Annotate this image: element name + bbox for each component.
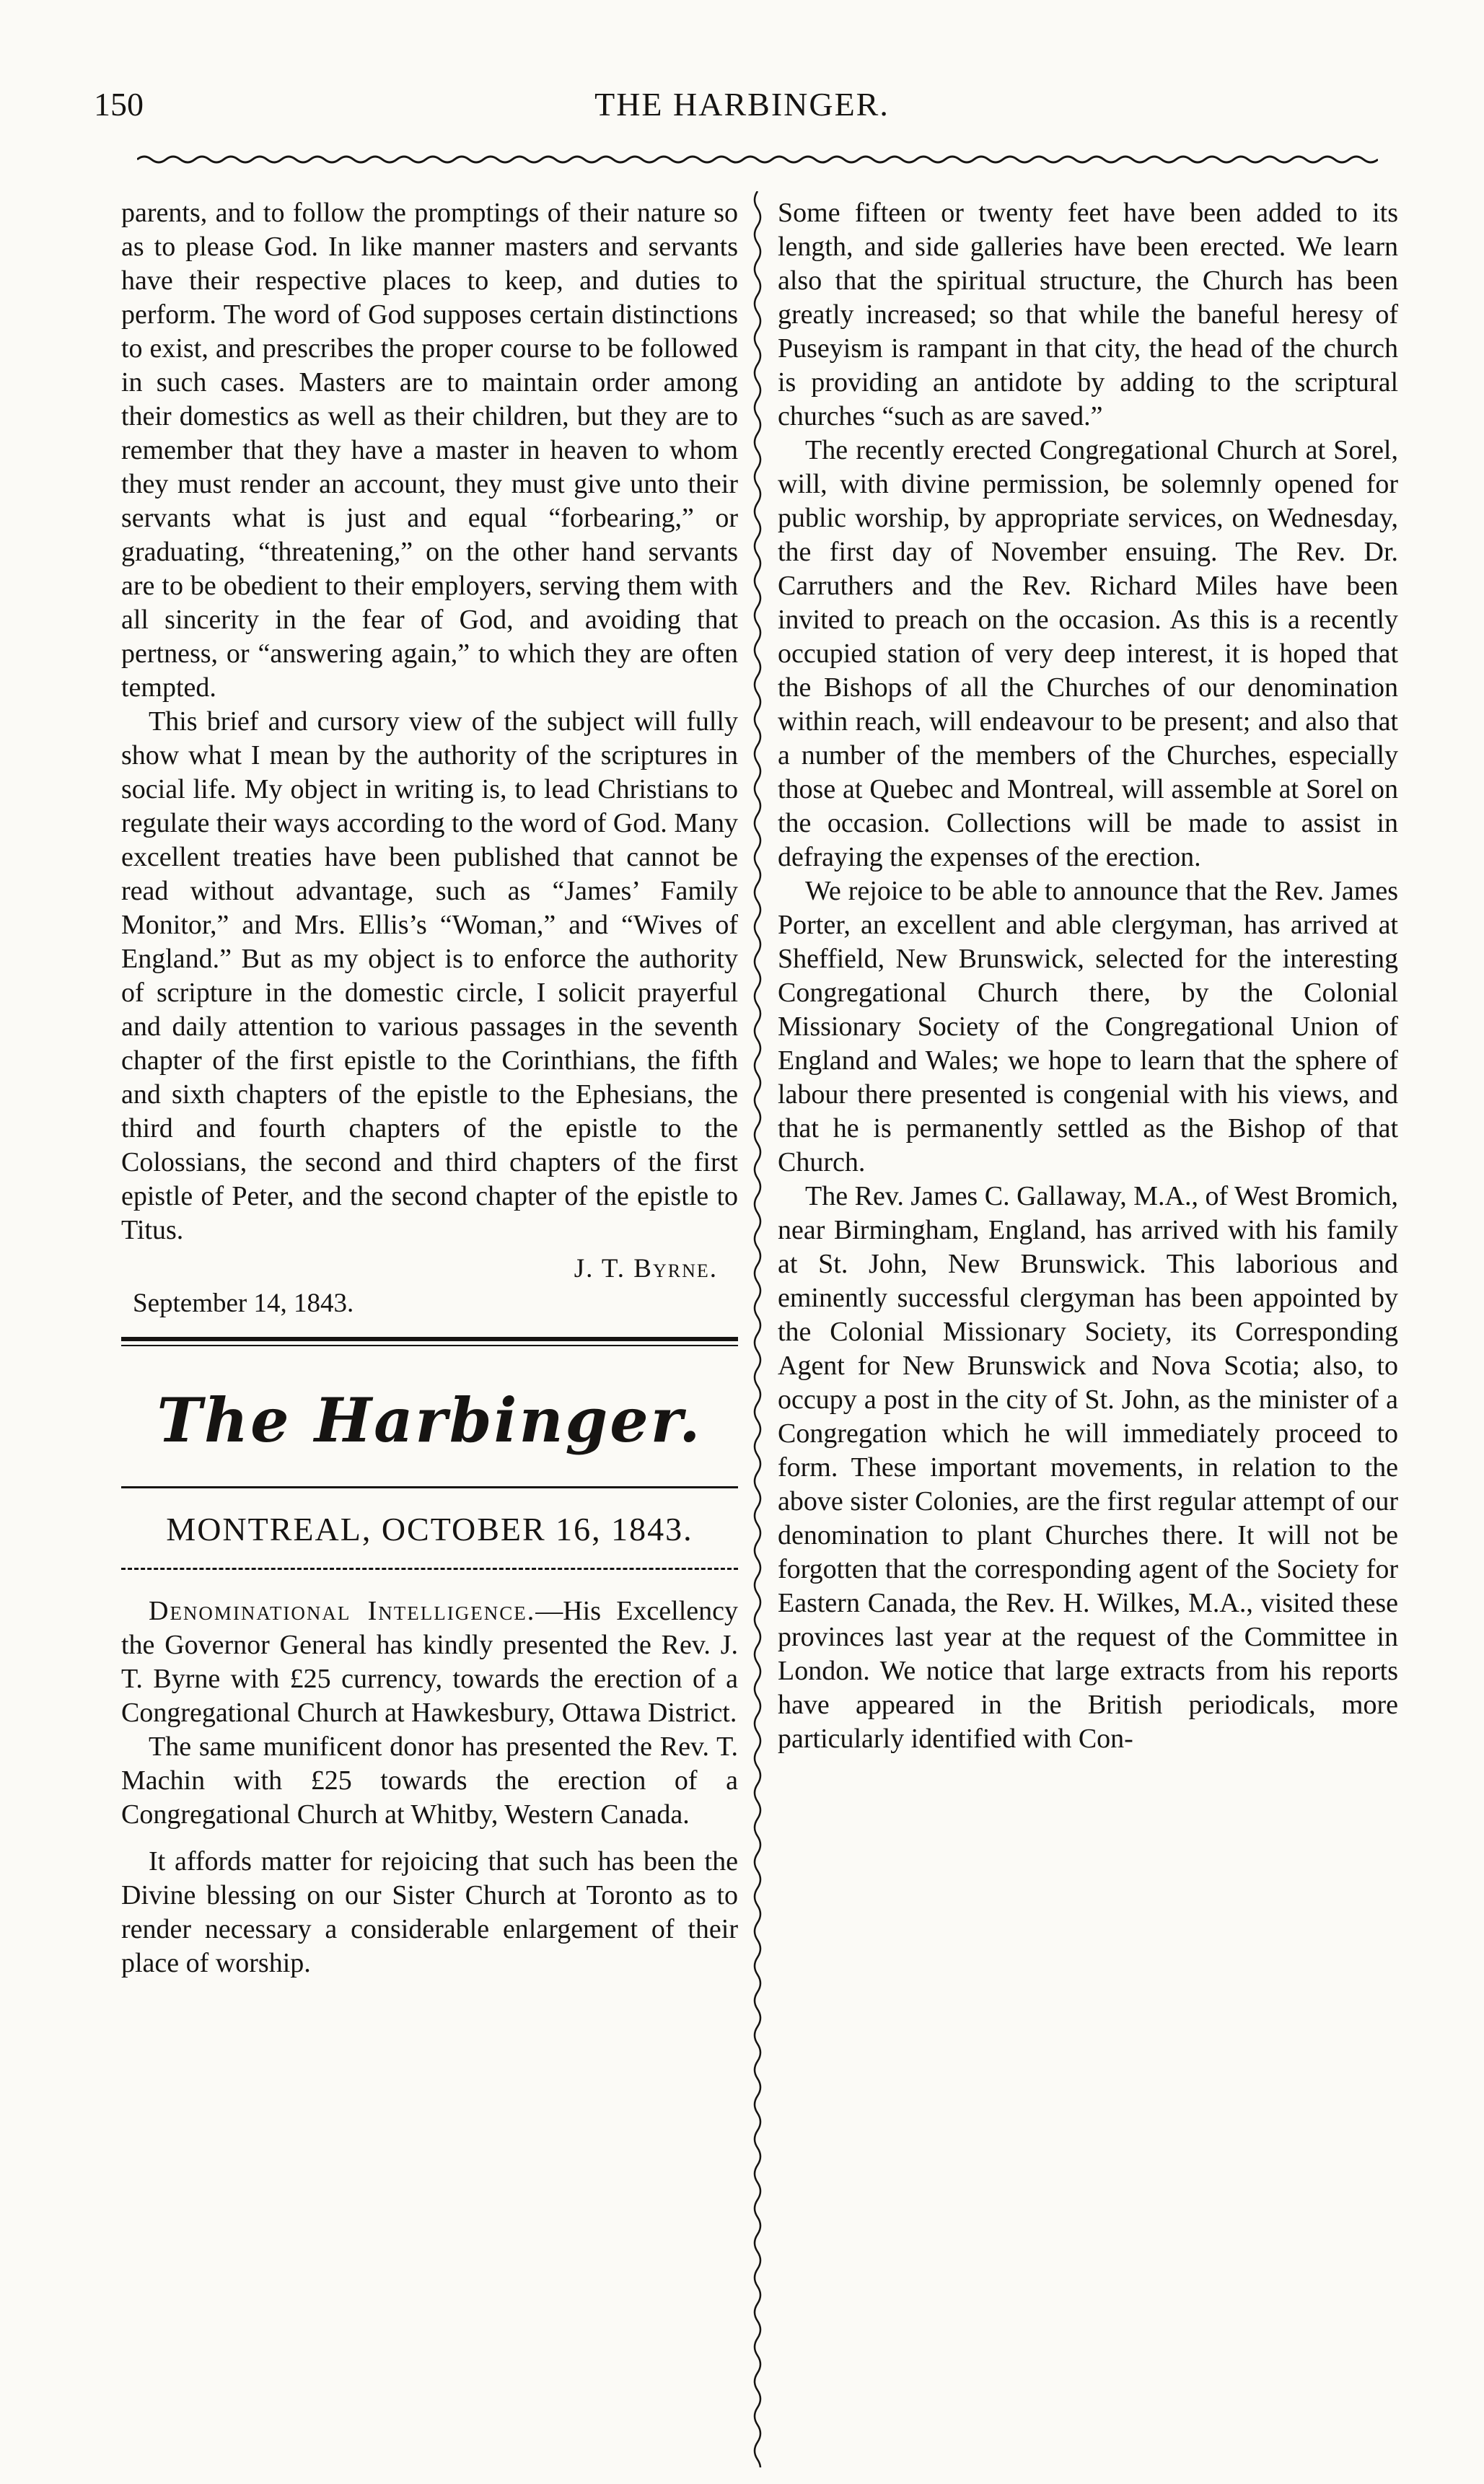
signature-block xyxy=(121,1253,738,1333)
right-column xyxy=(778,196,1398,1756)
dashed-rule xyxy=(121,1568,738,1570)
running-title: THE HARBINGER. xyxy=(594,86,890,123)
left-paragraph xyxy=(121,1594,738,1730)
double-rule xyxy=(121,1337,738,1346)
masthead-title: The Harbinger. xyxy=(157,1384,703,1456)
section-lead: Denominational Intelligence. xyxy=(149,1596,536,1626)
right-paragraph: The recently erected Congregational Church at Sorel, will, with divine permission, be solemnly opened for public worship, by appropriate services, on Wednesday, the first day of November ensuing. The Rev. Dr. Carruthers and the Rev. Richard Miles have been invited to preach on the occasion. As this is a recently occupied station of very deep interest, it is hoped that the Bishops of all the Churches of our denomination within reach, will endeavour to be present; and also that a number of the members of the Churches, especially those at Quebec and Montreal, will assemble at Sorel on the occasion. Collections will be made to assist in defraying the expenses of the erection. xyxy=(778,435,1398,872)
left-paragraph: It affords matter for rejoicing that such has been the Divine blessing on our Sister Church at Toronto as to render necessary a considerable enlargement of their place of worship. xyxy=(121,1846,738,1978)
page-number: 150 xyxy=(94,86,144,123)
left-paragraph: The same munificent donor has presented the Rev. T. Machin with £25 towards the erection of a Congregational Church at Whitby, Western Canada. xyxy=(121,1732,738,1830)
column-divider xyxy=(750,191,765,2467)
thin-rule xyxy=(121,1486,738,1488)
left-column xyxy=(121,196,738,1980)
right-paragraph: Some fifteen or twenty feet have been added to its length, and side galleries have been erected. We learn also that the spiritual structure, the Church has been greatly increased; so that while the baneful heresy of Puseyism is rampant in that city, the head of the church is providing an antidote by adding to the scriptural churches “such as are saved.” xyxy=(778,198,1398,431)
right-paragraph: The Rev. James C. Gallaway, M.A., of West Bromich, near Birmingham, England, has arrived with his family at St. John, New Brunswick. This laborious and eminently successful clergyman has been appointed by the Colonial Missionary Society, its Corresponding Agent for New Brunswick and Nova Scotia; also, to occupy a post in the city of St. John, as the minister of a Congregation which he will immediately proceed to form. These important movements, in relation to the above sister Colonies, are the first regular attempt of our denomination to plant Churches there. It will not be forgotten that the corresponding agent of the Society for Eastern Canada, the Rev. H. Wilkes, M.A., visited these provinces last year at the request of the Committee in London. We notice that large extracts from his reports have appeared in the British periodicals, more particularly identified with Con- xyxy=(778,1181,1398,1754)
author-signature: J. T. Byrne. xyxy=(574,1254,718,1283)
header-wavy-rule xyxy=(137,152,1378,167)
left-paragraph: parents, and to follow the promptings of their nature so as to please God. In like manner masters and servants have their respective places to keep, and duties to perform. The word of God supposes certain distinctions to exist, and prescribes the proper course to be followed in such cases. Masters are to maintain order among their domestics as well as their children, but they are to remember that they have a master in heaven to whom they must render an account, they must give unto their servants what is just and equal “forbearing,” or graduating, “threatening,” on the other hand servants are to be obedient to their employers, serving them with all sincerity in the fear of God, and avoiding that pertness, or “answering again,” to which they are often tempted. xyxy=(121,198,738,703)
section-lead-text: —His Excellency the Governor General has kindly presented the Rev. J. T. Byrne with £25 currency, towards the erection of a Congregational Church at Hawkesbury, Ottawa District. xyxy=(121,1596,738,1728)
right-paragraph: We rejoice to be able to announce that the Rev. James Porter, an excellent and able clergyman, has arrived at Sheffield, New Brunswick, selected for the interesting Congregational Church there, by the Colonial Missionary Society of the Congregational Union of England and Wales; we hope to learn that the sphere of labour there presented is congenial with his views, and that he is permanently settled as the Bishop of that Church. xyxy=(778,876,1398,1177)
letter-date: September 14, 1843. xyxy=(133,1289,354,1318)
dateline: MONTREAL, OCTOBER 16, 1843. xyxy=(166,1511,693,1548)
left-paragraph: This brief and cursory view of the subject will fully show what I mean by the authority of the scriptures in social life. My object in writing is, to lead Christians to regulate their ways according to the word of God. Many excellent treaties have been published that cannot be read without advantage, such as “James’ Family Monitor,” and Mrs. Ellis’s “Woman,” and “Wives of England.” But as my object is to enforce the authority of scripture in the domestic circle, I solicit prayerful and daily attention to various passages in the seventh chapter of the first epistle to the Corinthians, the fifth and sixth chapters of the epistle to the Ephesians, the third and fourth chapters of the epistle to the Colossians, the second and third chapters of the first epistle of Peter, and the second chapter of the epistle to Titus. xyxy=(121,706,738,1245)
